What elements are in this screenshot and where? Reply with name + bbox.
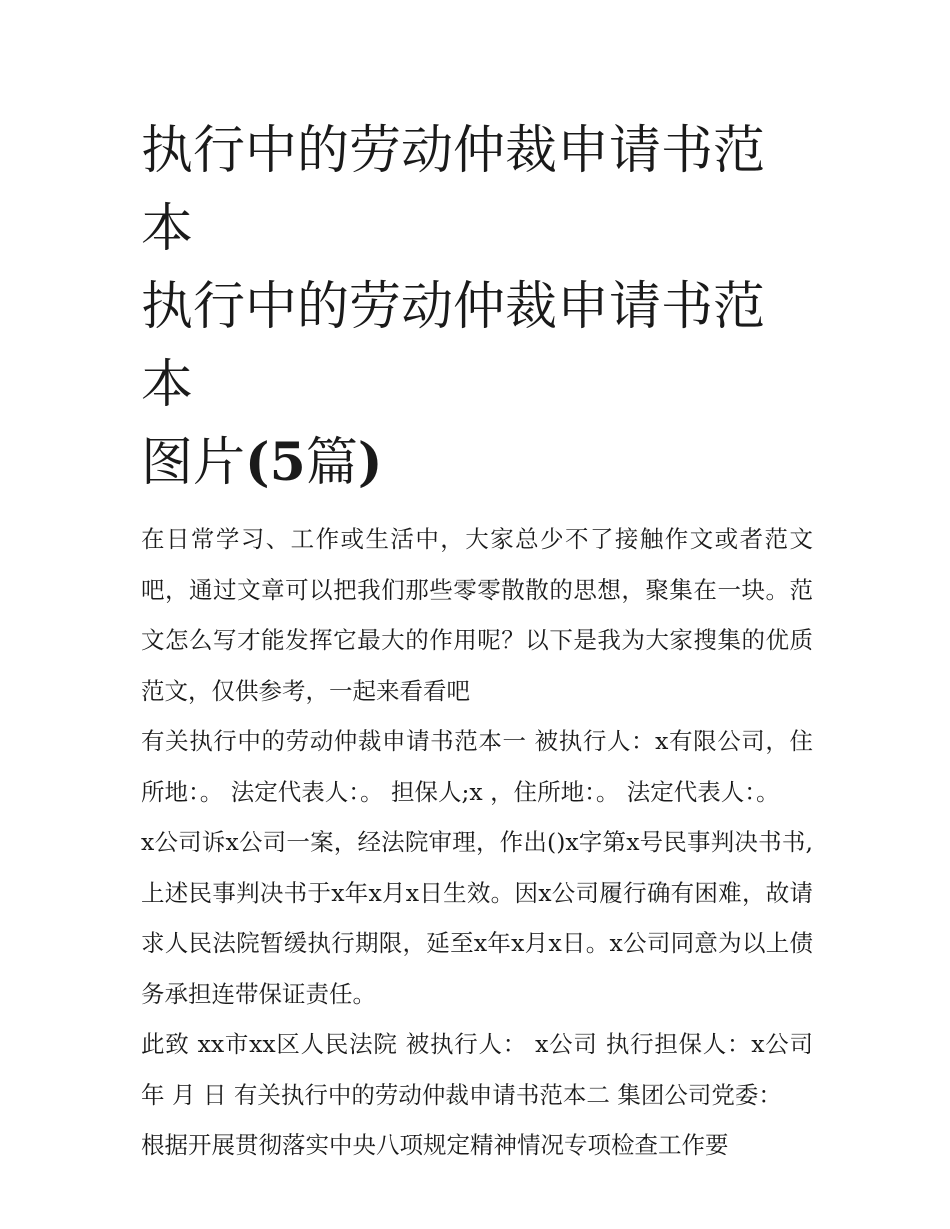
title-line-2: 执行中的劳动仲裁申请书范本 xyxy=(141,277,766,415)
document-page xyxy=(141,112,813,1171)
title-paren-close: ) xyxy=(357,432,383,493)
paragraph-intro: 在日常学习、工作或生活中，大家总少不了接触作文或者范文吧，通过文章可以把我们那些零零散散的思想，聚集在一块。范文怎么写才能发挥它最大的作用呢？以下是我为大家搜集的优质范文，仅供参考，一起来看看吧 xyxy=(141,525,813,705)
title-line-3-prefix: 图片 xyxy=(141,433,246,493)
paragraph-case: x公司诉x公司一案，经法院审理，作出()x字第x号民事判决书书,上述民事判决书于x年x月x日生效。因x公司履行确有困难，故请求人民法院暂缓执行期限，延至x年x月x日。x公司同意为以上债务承担连带保证责任。 xyxy=(141,828,813,1008)
title-number: 5 xyxy=(269,432,306,493)
title-line-3 xyxy=(141,424,813,502)
paragraph-continuation: 根据开展贯彻落实中央八项规定精神情况专项检查工作要 xyxy=(141,1131,729,1159)
paragraph-parties: 有关执行中的劳动仲裁申请书范本一 被执行人：x有限公司，住所地：。 法定代表人：。 担保人;x ，住所地：。 法定代表人：。 xyxy=(141,727,813,806)
paragraph-closing: 此致 xx市xx区人民法院 被执行人： x公司 执行担保人：x公司 年 月 日 有关执行中的劳动仲裁申请书范本二 集团公司党委： xyxy=(141,1030,813,1109)
title-line-1: 执行中的劳动仲裁申请书范本 xyxy=(141,121,766,259)
document-title xyxy=(141,112,813,502)
title-line-3-suffix: 篇 xyxy=(305,433,358,493)
title-paren-open: ( xyxy=(245,432,270,493)
